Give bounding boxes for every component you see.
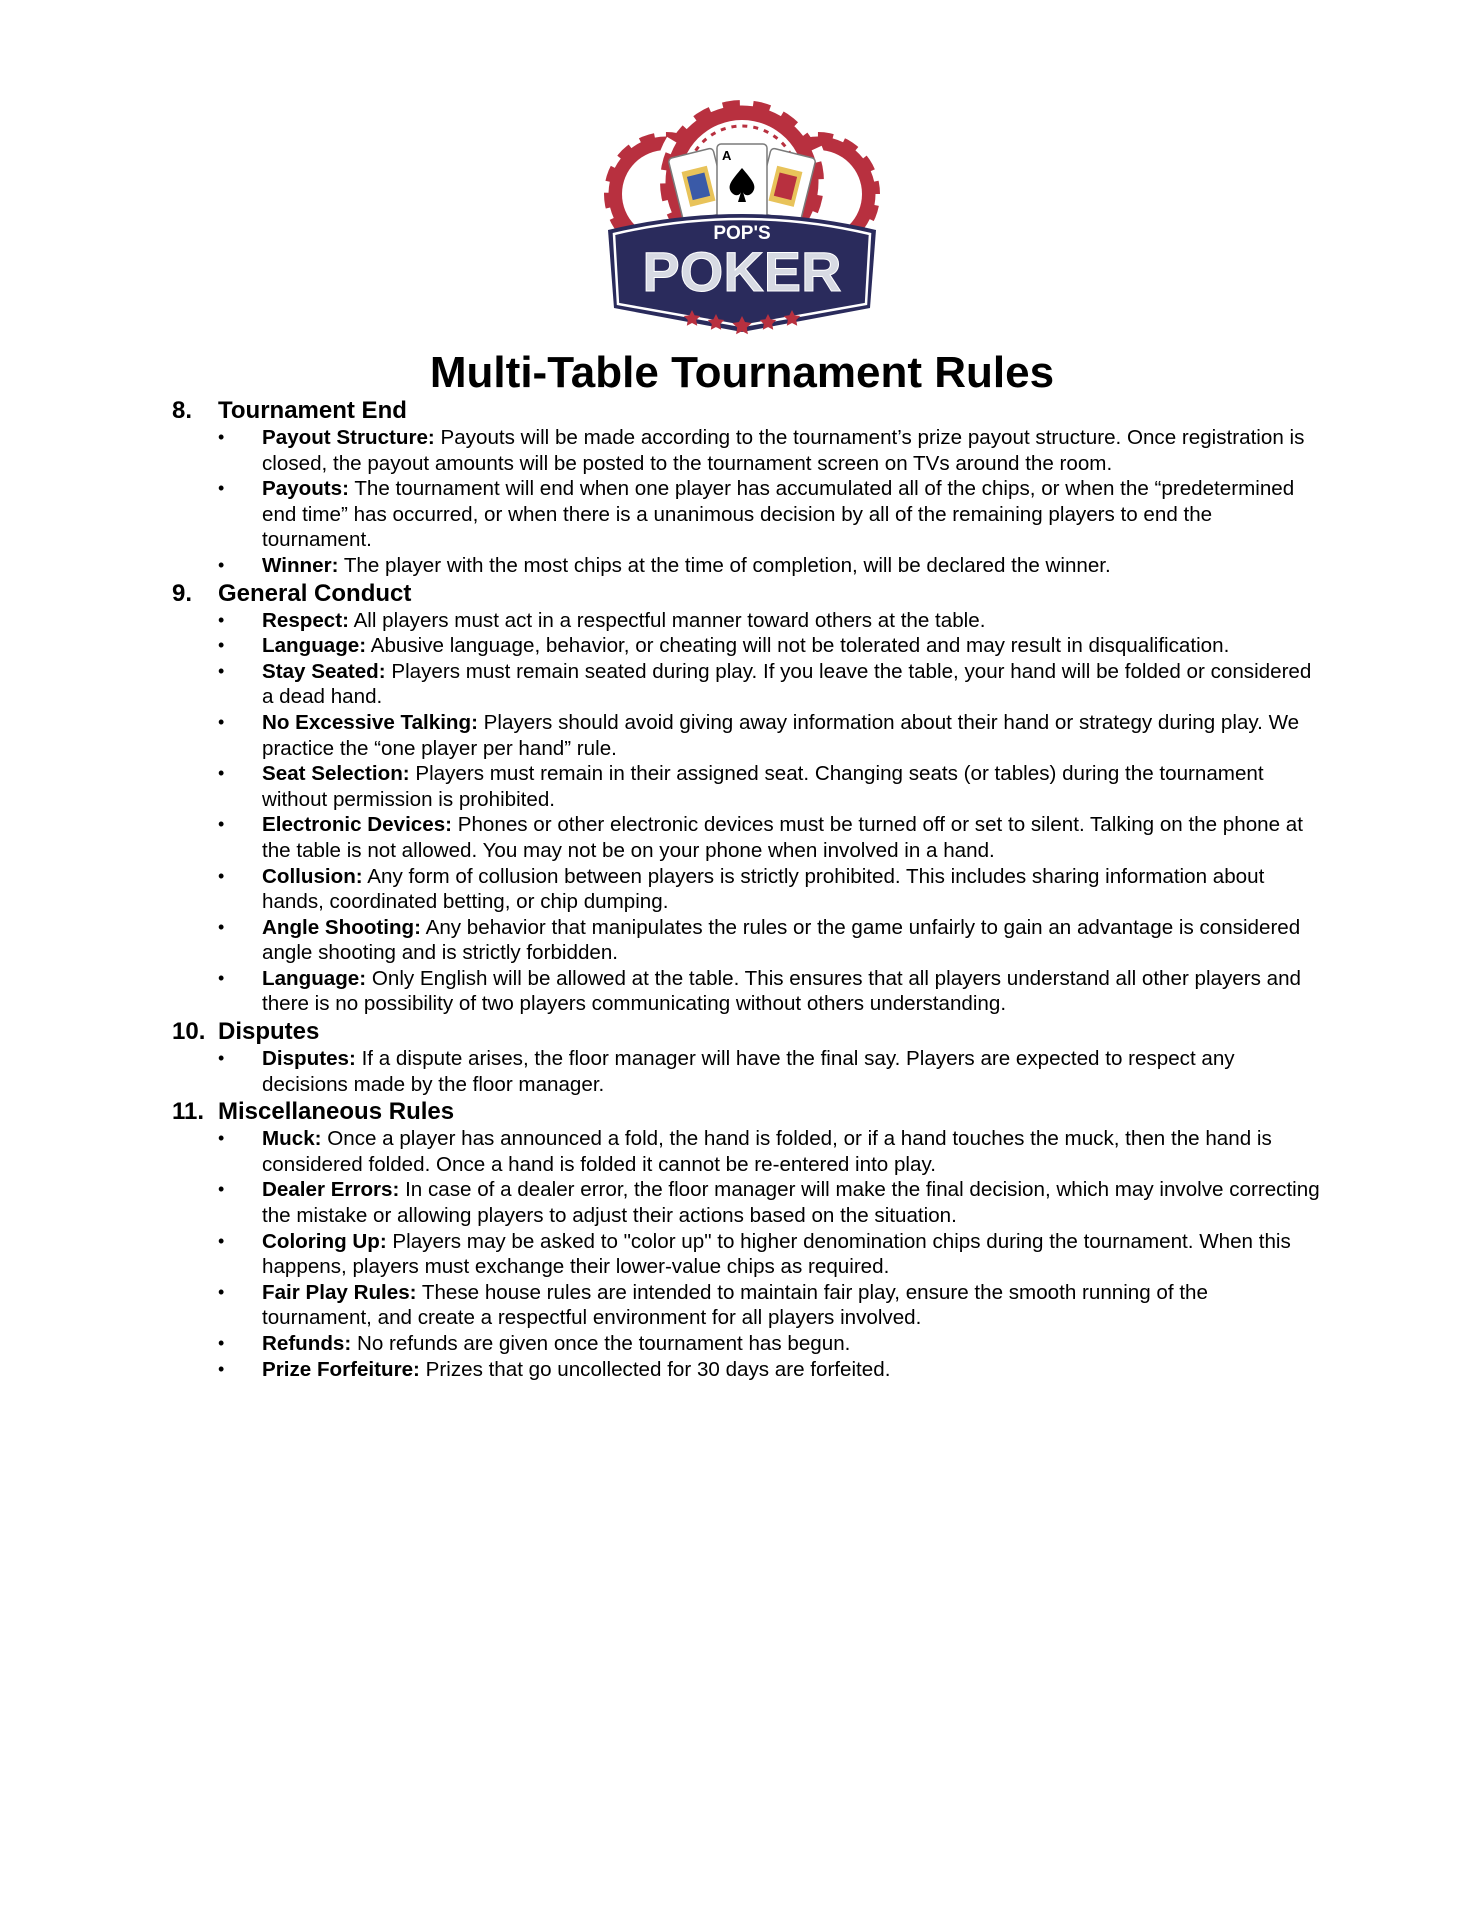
rule-term: Language: [262,634,367,658]
rule-item [172,1126,1322,1177]
rule-text: Players may be asked to "color up" to higher denomination chips during the tournament. When this happens, players must exchange their lower-value chips as required. [262,1229,1291,1279]
rules-list [172,608,1322,1018]
rules-list [172,1046,1322,1097]
bullet-icon: • [218,1358,225,1379]
rule-term: Electronic Devices: [262,813,453,837]
rule-text: The tournament will end when one player has accumulated all of the chips, or when the “predetermined end time” has occurred, or when there is a unanimous decision by all of the remaining players to end the tournament. [262,477,1295,552]
rule-item [172,864,1322,915]
rule-term: Payout Structure: [262,426,435,449]
rule-term: Angle Shooting: [262,915,421,939]
rules-section [172,1098,1322,1382]
rule-item [172,1229,1322,1280]
rule-item [172,1357,1322,1383]
rule-item [172,425,1322,476]
logo-main-text: POKER [642,240,842,303]
rule-term: Refunds: [262,1332,352,1355]
rule-term: Payouts: [262,477,349,501]
bullet-icon: • [218,478,225,499]
rule-term: Language: [262,966,367,990]
rule-text: These house rules are intended to maintain fair play, ensure the smooth running of the tournament, and create a respectful environment for all players involved. [262,1280,1208,1330]
rule-text: Only English will be allowed at the table. This ensures that all players understand all other players and there is no possibility of two players communicating without others understanding. [262,966,1301,1016]
bullet-icon: • [218,609,225,630]
bullet-icon: • [218,635,225,656]
rule-text: Any form of collusion between players is strictly prohibited. This includes sharing information about hands, coordinated betting, or chip dumping. [262,864,1265,914]
rules-section [172,397,1322,579]
rule-term: Dealer Errors: [262,1178,400,1202]
bullet-icon: • [218,1333,225,1353]
rule-text: Payouts will be made according to the tournament’s prize payout structure. Once registration is closed, the payout amounts will be posted to the tournament screen on TVs around the room. [262,426,1305,475]
bullet-icon: • [218,711,225,732]
section-heading [172,1098,1322,1126]
rule-item [172,710,1322,761]
rule-term: Stay Seated: [262,659,386,683]
section-title: Disputes [218,1018,320,1046]
rules-list [172,1126,1322,1382]
bullet-icon: • [218,1281,225,1302]
rules-section [172,580,1322,1018]
logo-banner [608,214,876,334]
pops-poker-logo [600,98,884,338]
rule-item [172,553,1322,579]
rule-item [172,633,1322,659]
rule-text: Once a player has announced a fold, the hand is folded, or if a hand touches the muck, then the hand is considered folded. Once a hand is folded it cannot be re-entered into play. [262,1127,1272,1176]
section-heading [172,397,1322,425]
rules-content [172,397,1322,1383]
rule-item [172,659,1322,710]
rule-text: Players must remain in their assigned seat. Changing seats (or tables) during the tournament without permission is prohibited. [262,762,1264,811]
rule-text: Abusive language, behavior, or cheating will not be tolerated and may result in disqualification. [366,634,1230,658]
rule-item [172,476,1322,553]
bullet-icon: • [218,814,225,835]
rule-item [172,1280,1322,1331]
bullet-icon: • [218,660,225,681]
bullet-icon: • [218,427,225,447]
page-title: Multi-Table Tournament Rules [429,348,1055,397]
rule-term: Coloring Up: [262,1229,387,1253]
section-title: General Conduct [218,579,412,607]
rule-text: All players must act in a respectful manner toward others at the table. [348,608,986,632]
bullet-icon: • [218,967,225,988]
section-number: 8. [172,397,193,424]
bullet-icon: • [218,554,225,575]
rule-term: Disputes: [262,1047,356,1071]
bullet-icon: • [218,1179,225,1200]
section-title: Miscellaneous Rules [218,1098,455,1126]
rule-item [172,915,1322,966]
rule-item [172,1331,1322,1357]
rule-text: Any behavior that manipulates the rules or the game unfairly to gain an advantage is considered angle shooting and is strictly forbidden. [262,915,1301,965]
rules-section [172,1018,1322,1097]
rule-term: Winner: [262,553,339,577]
rule-text: Prizes that go uncollected for 30 days are forfeited. [419,1357,891,1381]
section-heading [172,1018,1322,1046]
rule-text: Players should avoid giving away information about their hand or strategy during play. We practice the “one player per hand” rule. [262,710,1300,760]
section-heading [172,580,1322,608]
playing-cards-icon [668,144,816,223]
section-number: 9. [172,579,193,607]
rule-item [172,761,1322,812]
rule-item [172,812,1322,863]
rule-term: Prize Forfeiture: [262,1357,420,1381]
bullet-icon: • [218,916,225,937]
section-number: 11. [172,1098,205,1126]
rule-term: Respect: [262,608,349,632]
rule-text: Phones or other electronic devices must be turned off or set to silent. Talking on the phone at the table is not allowed. You may not be on your phone when involved in a hand. [262,813,1303,862]
rule-term: No Excessive Talking: [262,710,478,734]
bullet-icon: • [218,1230,225,1251]
rule-text: Players must remain seated during play. If you leave the table, your hand will be folded or considered a dead hand. [262,659,1312,709]
section-title: Tournament End [218,397,407,424]
logo-top-text: POP'S [713,223,771,244]
rule-item [172,1046,1322,1097]
rule-term: Fair Play Rules: [262,1280,417,1304]
bullet-icon: • [218,865,225,886]
rule-term: Collusion: [262,864,363,888]
rule-text: No refunds are given once the tournament has begun. [351,1332,851,1355]
section-number: 10. [172,1018,206,1046]
rule-text: The player with the most chips at the time of completion, will be declared the winner. [338,553,1111,577]
rules-list [172,425,1322,579]
rule-text: In case of a dealer error, the floor manager will make the final decision, which may involve correcting the mistake or allowing players to adjust their actions based on the situation. [262,1178,1320,1228]
bullet-icon: • [218,763,225,784]
bullet-icon: • [218,1048,225,1069]
bullet-icon: • [218,1128,225,1149]
rule-item [172,608,1322,634]
rule-text: If a dispute arises, the floor manager will have the final say. Players are expected to respect any decisions made by the floor manager. [262,1047,1235,1096]
rule-term: Muck: [262,1127,322,1151]
rule-item [172,1177,1322,1228]
svg-text:A: A [722,148,732,163]
rule-term: Seat Selection: [262,762,410,786]
rule-item [172,966,1322,1017]
